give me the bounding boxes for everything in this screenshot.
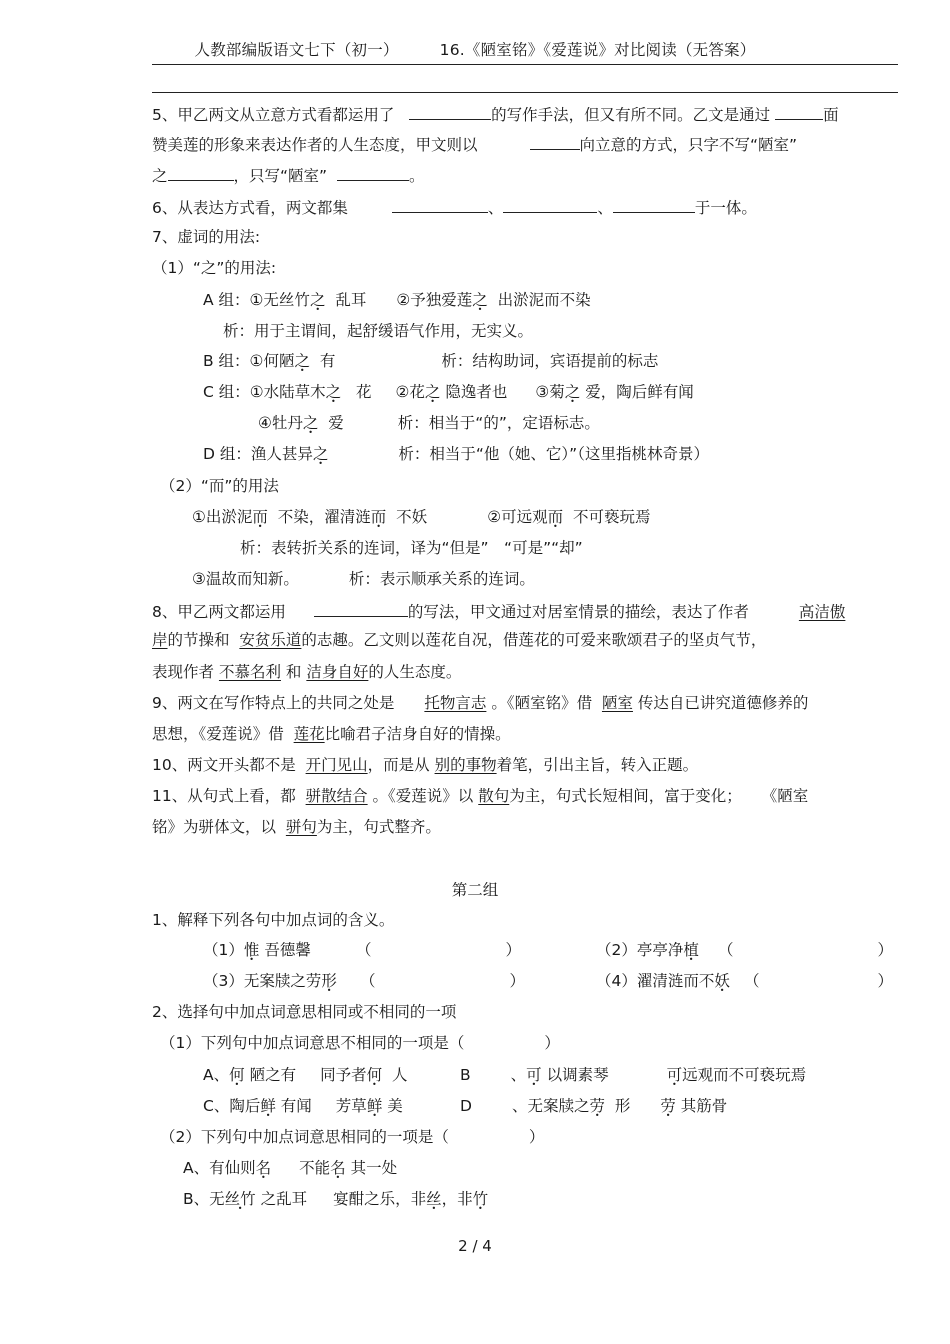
answer-paren-3[interactable]: （ ）	[360, 972, 526, 990]
g2-q1-item4: （4）濯清涟而不妖	[596, 972, 730, 990]
q7-group-b: B 组：①何陋之 有 析：结构助词，宾语提前的标志	[203, 352, 659, 370]
q8-line1: 8、甲乙两文都运用 的写法，甲文通过对居室情景的描绘，表达了作者 高洁傲	[152, 600, 845, 622]
option-b2[interactable]: B、无丝竹 之乱耳 宴酣之乐，非丝，非竹	[183, 1190, 489, 1208]
g2-q1-item1: （1）惟 吾德馨	[203, 941, 311, 959]
dotted-char: 之	[325, 383, 342, 401]
dotted-char: 之	[302, 414, 319, 432]
page-number: 2 / 4	[458, 1237, 492, 1255]
dotted-char: 可	[526, 1066, 542, 1084]
dotted-char: 之	[424, 383, 441, 401]
q6-line: 6、从表达方式看，两文都集 、 、 于一体。	[152, 196, 757, 218]
answer-blank[interactable]	[775, 103, 823, 120]
answer-blank[interactable]	[314, 600, 408, 617]
g2-q2: 2、选择句中加点词意思相同或不相同的一项	[152, 1003, 457, 1021]
answer-blank[interactable]	[613, 196, 695, 213]
header-rule-secondary	[152, 92, 898, 93]
dotted-char: 之	[309, 291, 326, 309]
q7-group-c-line2: ④牡丹之 爱 析：相当于“的”，定语标志。	[258, 414, 600, 432]
dotted-char: 劳	[589, 1097, 605, 1115]
dotted-char: 竹	[472, 1190, 489, 1208]
q10-line: 10、两文开头都不是 开门见山，而是从 别的事物着笔，引出主旨，转入正题。	[152, 756, 699, 774]
answer-paren-1[interactable]: （ ）	[356, 941, 522, 959]
q7-er-note: 析：表转折关系的连词，译为“但是” “可是”“却”	[240, 539, 583, 557]
q7-group-a-note: 析：用于主谓间，起舒缓语气作用，无实义。	[223, 322, 534, 340]
option-c1[interactable]: C、陶后鲜 有闻 芳草鲜 美	[203, 1097, 403, 1115]
q7-group-a: A 组：①无丝竹之 乱耳 ②予独爱莲之 出淤泥而不染	[203, 291, 591, 309]
dotted-char: 而	[370, 508, 387, 526]
q7-er-line1: ①出淤泥而 不染，濯清涟而 不妖 ②可远观而 不可亵玩焉	[192, 508, 651, 526]
option-b1[interactable]: B 、可 以调素琴 可远观而不可亵玩焉	[460, 1066, 807, 1084]
answer-blank[interactable]	[337, 164, 409, 181]
answer-blank[interactable]	[503, 196, 597, 213]
q7-er-line3: ③温故而知新。 析：表示顺承关系的连词。	[192, 570, 535, 588]
header-rule	[152, 64, 898, 65]
dotted-char: 丝竹	[224, 1190, 256, 1208]
dotted-char: 形	[321, 972, 337, 990]
header-left: 人教部编版语文七下（初一）	[194, 41, 399, 59]
q5-line1: 5、甲乙两文从立意方式看都运用了 的写作手法，但又有所不同。乙文是通过 面	[152, 103, 839, 125]
q8-line3: 表现作者 不慕名利 和 洁身自好的人生态度。	[152, 663, 462, 681]
q11-line2: 铭》为骈体文，以 骈句为主，句式整齐。	[152, 818, 441, 836]
dotted-char: 丝	[426, 1190, 442, 1208]
answer-paren-2[interactable]: （ ）	[718, 941, 894, 959]
q7-title: 7、虚词的用法:	[152, 228, 261, 246]
q7-group-c: C 组：①水陆草木之 花 ②花之 隐逸者也 ③菊之 爱，陶后鲜有闻	[203, 383, 694, 401]
q9-line2: 思想，《爱莲说》借 莲花比喻君子洁身自好的情操。	[152, 725, 511, 743]
g2-q1-item3: （3）无案牍之劳形	[203, 972, 337, 990]
q11-line1: 11、从句式上看，都 骈散结合 。《爱莲说》以 散句为主，句式长短相间，富于变化； 《陋室	[152, 787, 809, 805]
q7-sub1: （1）“之”的用法:	[152, 259, 277, 277]
dotted-char: 之	[472, 291, 488, 309]
option-a1[interactable]: A、何 陋之有 同予者何 人	[203, 1066, 408, 1084]
dotted-char: 劳	[660, 1097, 676, 1115]
header-right: 16.《陋室铭》《爱莲说》对比阅读（无答案）	[439, 41, 756, 59]
answer-blank[interactable]	[168, 164, 234, 181]
dotted-char: 植	[683, 941, 699, 959]
dotted-char: 而	[252, 508, 268, 526]
q5-line2: 赞美莲的形象来表达作者的人生态度，甲文则以 向立意的方式，只字不写“陋室”	[152, 133, 797, 155]
dotted-char: 名	[330, 1159, 346, 1177]
dotted-char: 惟	[243, 941, 260, 959]
dotted-char: 何	[229, 1066, 245, 1084]
answer-blank[interactable]	[530, 133, 580, 150]
dotted-char: 之	[564, 383, 581, 401]
dotted-char: 鲜	[366, 1097, 383, 1115]
dotted-char: 鲜	[260, 1097, 276, 1115]
page-header	[0, 38, 950, 60]
g2-q1-item2: （2）亭亭净植	[596, 941, 699, 959]
g2-q1: 1、解释下列各句中加点词的含义。	[152, 911, 395, 929]
dotted-char: 名	[255, 1159, 272, 1177]
q7-group-d: D 组：渔人甚异之 析：相当于“他（她、它）”（这里指桃林奇景）	[203, 445, 709, 463]
q9-line1: 9、两文在写作特点上的共同之处是 托物言志 。《陋室铭》借 陋室 传达自已讲究道德修养的	[152, 694, 809, 712]
answer-paren-4[interactable]: （ ）	[744, 972, 894, 990]
answer-blank[interactable]	[409, 103, 491, 120]
q7-sub2: （2）“而”的用法	[160, 477, 279, 495]
g2-q2-2: （2）下列句中加点词意思相同的一项是（ ）	[160, 1128, 545, 1146]
g2-q2-1: （1）下列句中加点词意思不相同的一项是（ ）	[160, 1034, 560, 1052]
answer-blank[interactable]	[392, 196, 488, 213]
q5-line3: 之 ，只写“陋室” 。	[152, 164, 424, 186]
dotted-char: 可	[666, 1066, 683, 1084]
dotted-char: 之	[312, 445, 329, 463]
dotted-char: 之	[294, 352, 310, 370]
dotted-char: 妖	[714, 972, 730, 990]
q8-line2: 岸的节操和 安贫乐道的志趣。乙文则以莲花自况，借莲花的可爱来歌颂君子的坚贞气节，	[152, 631, 767, 649]
option-a2[interactable]: A、有仙则名 不能名 其一处	[183, 1159, 398, 1177]
dotted-char: 而	[547, 508, 564, 526]
option-d1[interactable]: D 、无案牍之劳 形 劳 其筋骨	[460, 1097, 728, 1115]
section-title: 第二组	[451, 881, 499, 899]
dotted-char: 何	[366, 1066, 383, 1084]
